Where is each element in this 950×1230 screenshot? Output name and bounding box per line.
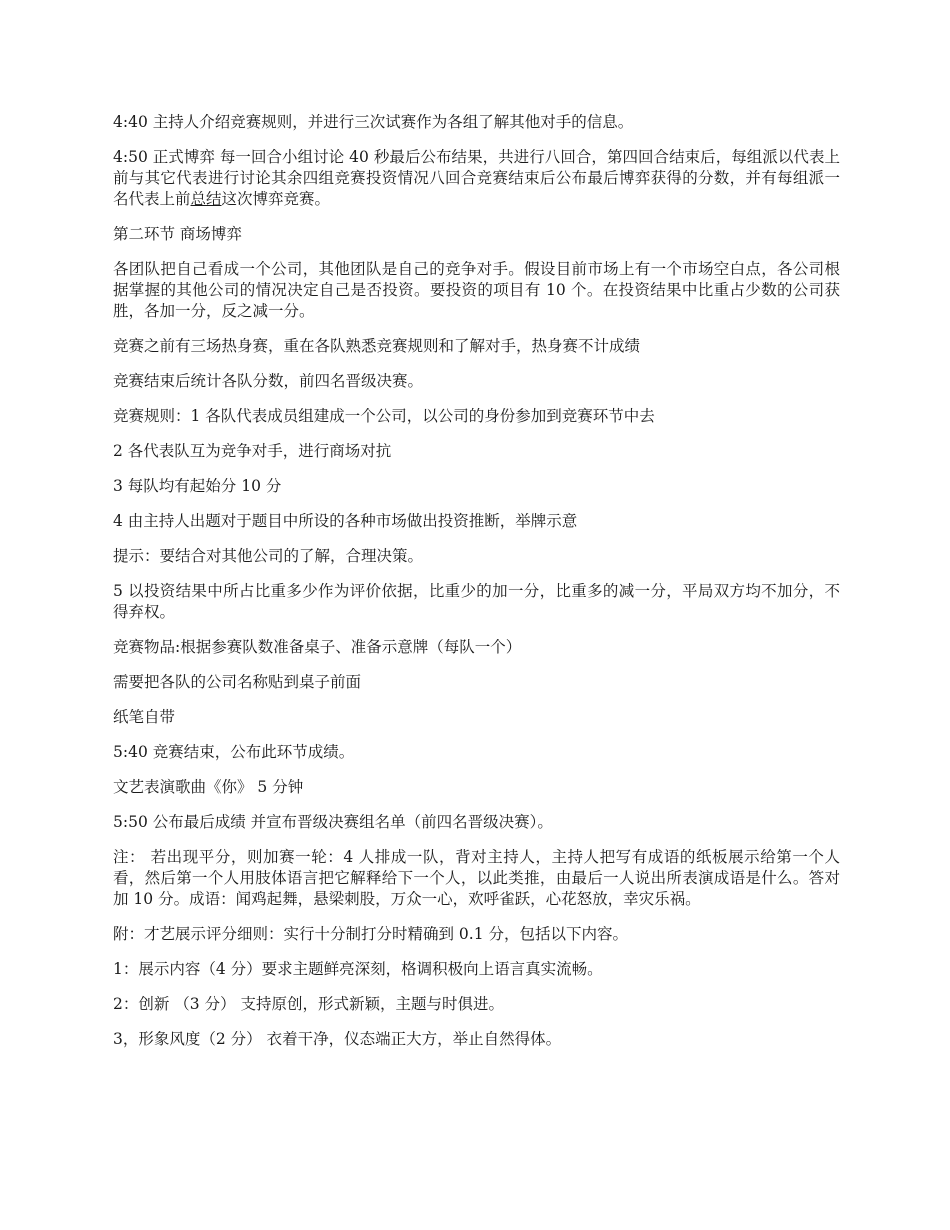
- paragraph: 需要把各队的公司名称贴到桌子前面: [113, 673, 362, 691]
- paragraph: 竞赛结束后统计各队分数，前四名晋级决赛。: [113, 372, 424, 390]
- paragraph: 竞赛物品:根据参赛队数准备桌子、准备示意牌（每队一个）: [113, 638, 522, 656]
- paragraph: 1：展示内容（4 分）要求主题鲜亮深刻，格调积极向上语言真实流畅。: [113, 960, 603, 978]
- paragraph: 3 每队均有起始分 10 分: [113, 477, 282, 495]
- paragraph: 提示：要结合对其他公司的了解，合理决策。: [113, 547, 424, 565]
- paragraph: 纸笔自带: [113, 708, 176, 726]
- section-heading: 第二环节 商场博弈: [113, 225, 242, 243]
- paragraph: 3，形象风度（2 分） 衣着干净，仪态端正大方，举止自然得体。: [113, 1030, 562, 1048]
- paragraph: 2 各代表队互为竞争对手，进行商场对抗: [113, 442, 392, 460]
- paragraph: 5:50 公布最后成绩 并宣布晋级决赛组名单（前四名晋级决赛）。: [113, 813, 553, 831]
- paragraph: 5:40 竞赛结束，公布此环节成绩。: [113, 743, 355, 761]
- paragraph-formal-game: [113, 147, 840, 210]
- paragraph-text: 这次博弈竞赛。: [221, 190, 331, 208]
- paragraph: 竞赛之前有三场热身赛，重在各队熟悉竞赛规则和了解对手，热身赛不计成绩: [113, 337, 641, 355]
- paragraph-note: 注： 若出现平分，则加赛一轮：4 人排成一队，背对主持人，主持人把写有成语的纸板展示给第一个人看，然后第一个人用肢体语言把它解释给下一个人，以此类推，由最后一人说出所表演成语是什么。答对加 10 分。成语：闻鸡起舞，悬梁刺股，万众一心，欢呼雀跃，心花怒放，幸灾乐祸。: [113, 848, 840, 908]
- paragraph-text: 4:50 正式博弈 每一回合小组讨论 40 秒最后公布结果，共进行八回合，第四回合结束后，每组派以代表上前与其它代表进行讨论其余四组竞赛投资情况八回合竞赛结束后公布最后博弈获得的分数，并有每组派一名代表上前: [113, 148, 840, 208]
- paragraph: 4:40 主持人介绍竞赛规则，并进行三次试赛作为各组了解其他对手的信息。: [113, 113, 634, 131]
- paragraph: 4 由主持人出题对于题目中所设的各种市场做出投资推断，举牌示意: [113, 512, 578, 530]
- paragraph: 附：才艺展示评分细则：实行十分制打分时精确到 0.1 分，包括以下内容。: [113, 925, 629, 943]
- paragraph: 5 以投资结果中所占比重多少作为评价依据，比重少的加一分，比重多的减一分，平局双方均不加分，不得弃权。: [113, 582, 840, 621]
- paragraph: 文艺表演歌曲《你》 5 分钟: [113, 778, 304, 796]
- document-body: [113, 112, 840, 1064]
- summary-link[interactable]: 总结: [190, 190, 222, 208]
- paragraph: 2：创新 （3 分） 支持原创，形式新颖，主题与时俱进。: [113, 995, 505, 1013]
- paragraph: 竞赛规则：1 各队代表成员组建成一个公司，以公司的身份参加到竞赛环节中去: [113, 407, 655, 425]
- paragraph: 各团队把自己看成一个公司，其他团队是自己的竞争对手。假设目前市场上有一个市场空白点，各公司根据掌握的其他公司的情况决定自己是否投资。要投资的项目有 10 个。在投资结果中比重占少数的公司获胜，各加一分，反之减一分。: [113, 260, 840, 320]
